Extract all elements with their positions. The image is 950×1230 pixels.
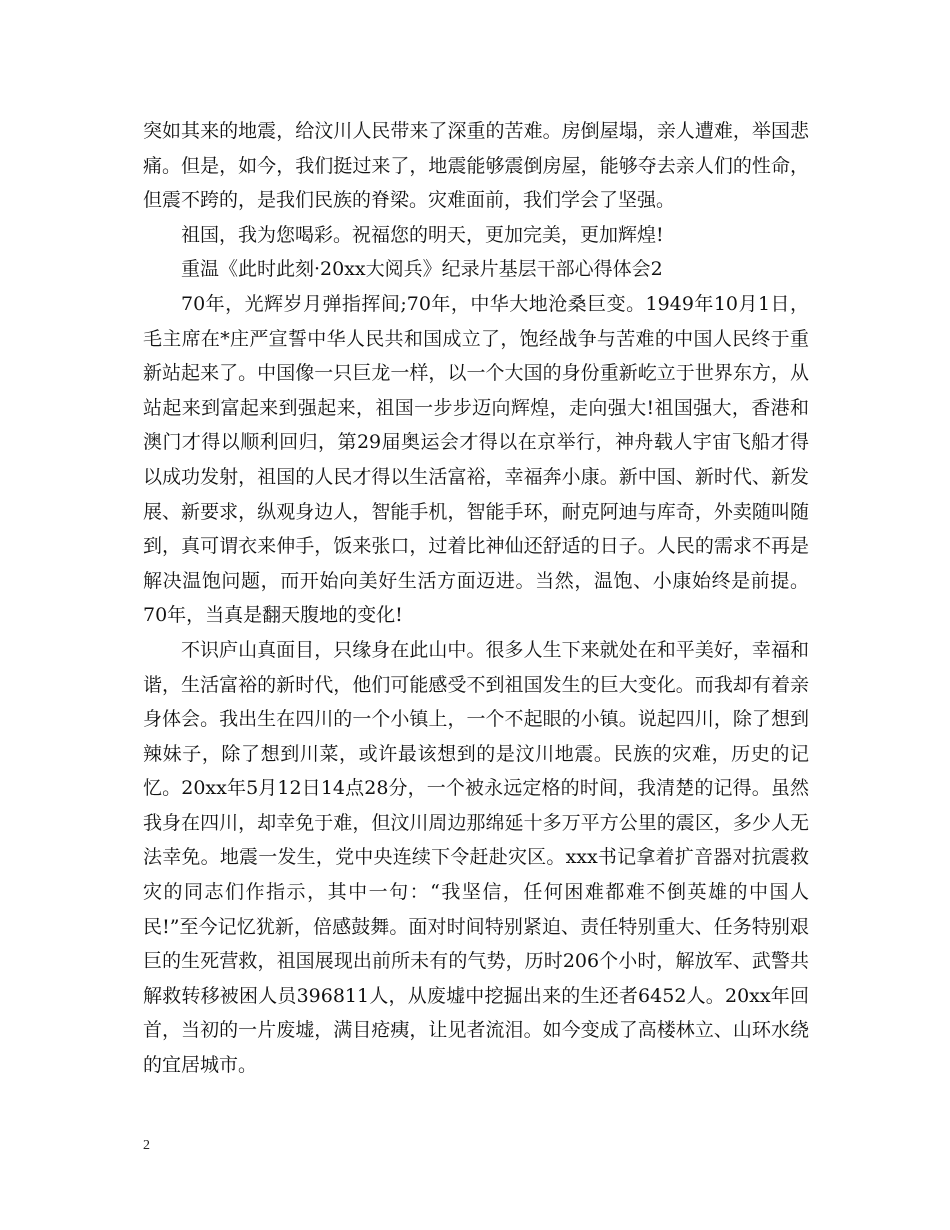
paragraph-seventy-years: 70年，光辉岁月弹指挥间;70年，中华大地沧桑巨变。1949年10月1日，毛主席在*庄严宣誓中华人民共和国成立了，饱经战争与苦难的中国人民终于重新站起来了。中国像一只巨龙一样，以一个大国的身份重新屹立于世界东方，从站起来到富起来到强起来，祖国一步步迈向辉煌，走向强大!祖国强大，香港和澳门才得以顺利回归，第29届奥运会才得以在京举行，神舟载人宇宙飞船才得以成功发射，祖国的人民才得以生活富裕，幸福奔小康。新中国、新时代、新发展、新要求，纵观身边人，智能手机，智能手环，耐克阿迪与库奇，外卖随叫随到，真可谓衣来伸手，饭来张口，过着比神仙还舒适的日子。人民的需求不再是解决温饱问题，而开始向美好生活方面迈进。当然，温饱、小康始终是前提。70年，当真是翻天腹地的变化! — [143, 292, 809, 627]
paragraph-cheer-motherland: 祖国，我为您喝彩。祝福您的明天，更加完美，更加辉煌! — [181, 223, 664, 246]
section-heading: 重温《此时此刻·20xx大阅兵》纪录片基层干部心得体会2 — [181, 258, 663, 281]
paragraph-earthquake-hardship: 突如其来的地震，给汶川人民带来了深重的苦难。房倒屋塌，亲人遭难，举国悲痛。但是，如今，我们挺过来了，地震能够震倒房屋，能够夺去亲人们的性命，但震不跨的，是我们民族的脊梁。灾难面前，我们学会了坚强。 — [143, 120, 809, 212]
page-number: 2 — [143, 1138, 150, 1153]
paragraph-personal-experience: 不识庐山真面目，只缘身在此山中。很多人生下来就处在和平美好，幸福和谐，生活富裕的新时代，他们可能感受不到祖国发生的巨大变化。而我却有着亲身体会。我出生在四川的一个小镇上，一个不起眼的小镇。说起四川，除了想到辣妹子，除了想到川菜，或许最该想到的是汶川地震。民族的灾难，历史的记忆。20xx年5月12日14点28分，一个被永远定格的时间，我清楚的记得。虽然我身在四川，却幸免于难，但汶川周边那绵延十多万平方公里的震区，多少人无法幸免。地震一发生，党中央连续下令赶赴灾区。xxx书记拿着扩音器对抗震救灾的同志们作指示，其中一句：“我坚信，任何困难都难不倒英雄的中国人民!”至今记忆犹新，倍感鼓舞。面对时间特别紧迫、责任特别重大、任务特别艰巨的生死营救，祖国展现出前所未有的气势，历时206个小时，解放军、武警共解救转移被困人员396811人，从废墟中挖掘出来的生还者6452人。20xx年回首，当初的一片废墟，满目疮痍，让见者流泪。如今变成了高楼林立、山环水绕的宜居城市。 — [143, 638, 809, 1077]
document-body — [143, 114, 809, 1083]
